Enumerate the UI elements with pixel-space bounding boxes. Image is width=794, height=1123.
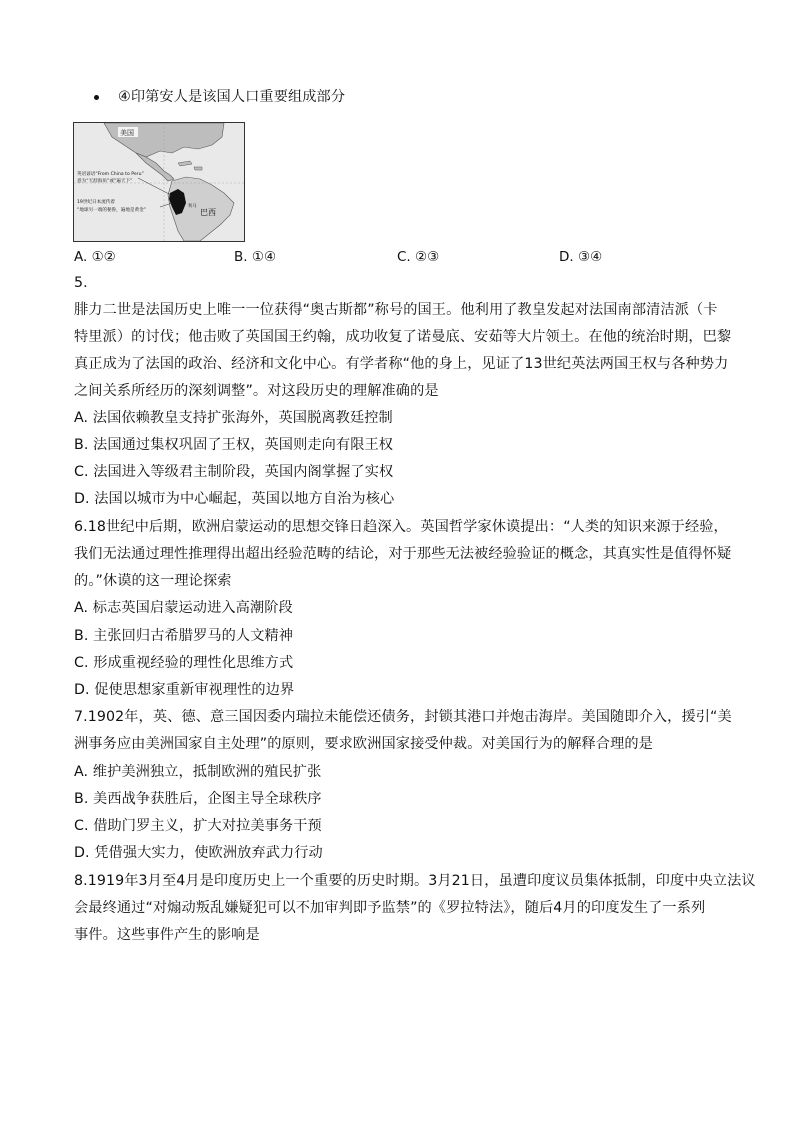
map-caption-1-line-1: 英语谚语“From China to Peru”	[77, 172, 144, 177]
q6-option-c[interactable]: C. 形成重视经验的理性化思维方式	[74, 655, 294, 671]
q6-option-a[interactable]: A. 标志英国启蒙运动进入高潮阶段	[74, 600, 293, 616]
q5-stem-line-1: 腓力二世是法国历史上唯一一位获得“奥古斯都”称号的国王。他利用了教皇发起对法国南部清洁派（卡	[74, 302, 718, 318]
q4-item-4: ④印第安人是该国人口重要组成部分	[118, 89, 346, 105]
map-label-brazil: 巴西	[200, 208, 216, 217]
q6-stem-line-3: 的。”休谟的这一理论探索	[74, 573, 232, 589]
q4-option-a[interactable]: A. ①②	[74, 249, 116, 265]
q8-stem-line-3: 事件。这些事件产生的影响是	[74, 927, 260, 943]
q8-stem-line-2: 会最终通过“对煽动叛乱嫌疑犯可以不加审判即予监禁”的《罗拉特法》，随后4月的印度发生了一系列	[74, 900, 706, 916]
map-caption-2-line-2: “地球另一端的秘鲁，遍地是黄金”	[77, 208, 147, 213]
q4-option-c[interactable]: C. ②③	[397, 249, 440, 265]
q6-stem-line-2: 我们无法通过理性推理得出超出经验范畴的结论，对于那些无法被经验验证的概念，其真实性是值得怀疑	[74, 546, 732, 562]
map-label-capital: 利马	[188, 203, 197, 208]
q4-option-d[interactable]: D. ③④	[559, 249, 603, 265]
q7-option-d[interactable]: D. 凭借强大实力，使欧洲放弃武力行动	[74, 845, 323, 861]
q5-stem-line-2: 特里派）的讨伐；他击败了英国国王约翰，成功收复了诺曼底、安茹等大片领土。在他的统治时期，巴黎	[74, 329, 732, 345]
q5-option-c[interactable]: C. 法国进入等级君主制阶段，英国内阁掌握了实权	[74, 464, 394, 480]
q7-stem-line-2: 洲事务应由美洲国家自主处理”的原则，要求欧洲国家接受仲裁。对美国行为的解释合理的是	[74, 736, 653, 752]
q6-stem-line-1: 6.18世纪中后期，欧洲启蒙运动的思想交锋日趋深入。英国哲学家休谟提出：“人类的知识来源于经验，	[74, 519, 728, 535]
q5-option-b[interactable]: B. 法国通过集权巩固了王权，英国则走向有限王权	[74, 437, 394, 453]
q6-option-b[interactable]: B. 主张回归古希腊罗马的人文精神	[74, 628, 294, 644]
q5-option-a[interactable]: A. 法国依赖教皇支持扩张海外，英国脱离教廷控制	[74, 410, 393, 426]
q5-number: 5.	[74, 275, 88, 291]
bullet-icon	[94, 95, 99, 100]
q5-option-d[interactable]: D. 法国以城市为中心崛起，英国以地方自治为核心	[74, 491, 395, 507]
q7-option-c[interactable]: C. 借助门罗主义，扩大对拉美事务干预	[74, 818, 322, 834]
map-caption-2-line-1: 19世纪日本流传着	[77, 200, 116, 205]
q7-stem-line-1: 7.1902年，英、德、意三国因委内瑞拉未能偿还债务，封锁其港口并炮击海岸。美国随即介入，援引“美	[74, 709, 732, 725]
peru-location-map	[73, 122, 245, 242]
q5-stem-line-3: 真正成为了法国的政治、经济和文化中心。有学者称“他的身上，见证了13世纪英法两国王权与各种势力	[74, 356, 729, 372]
q6-option-d[interactable]: D. 促使思想家重新审视理性的边界	[74, 682, 295, 698]
q8-stem-line-1: 8.1919年3月至4月是印度历史上一个重要的历史时期。3月21日，虽遭印度议员集体抵制，印度中央立法议	[74, 873, 756, 889]
q5-stem-line-4: 之间关系所经历的深刻调整”。对这段历史的理解准确的是	[74, 383, 439, 399]
map-caption-1-line-2: 意为“天涯海角”或“遍天下”	[77, 179, 133, 184]
q4-option-b[interactable]: B. ①④	[234, 249, 277, 265]
q7-option-a[interactable]: A. 维护美洲独立，抵制欧洲的殖民扩张	[74, 764, 322, 780]
map-label-usa: 美国	[120, 129, 134, 137]
q7-option-b[interactable]: B. 美西战争获胜后，企图主导全球秩序	[74, 791, 322, 807]
